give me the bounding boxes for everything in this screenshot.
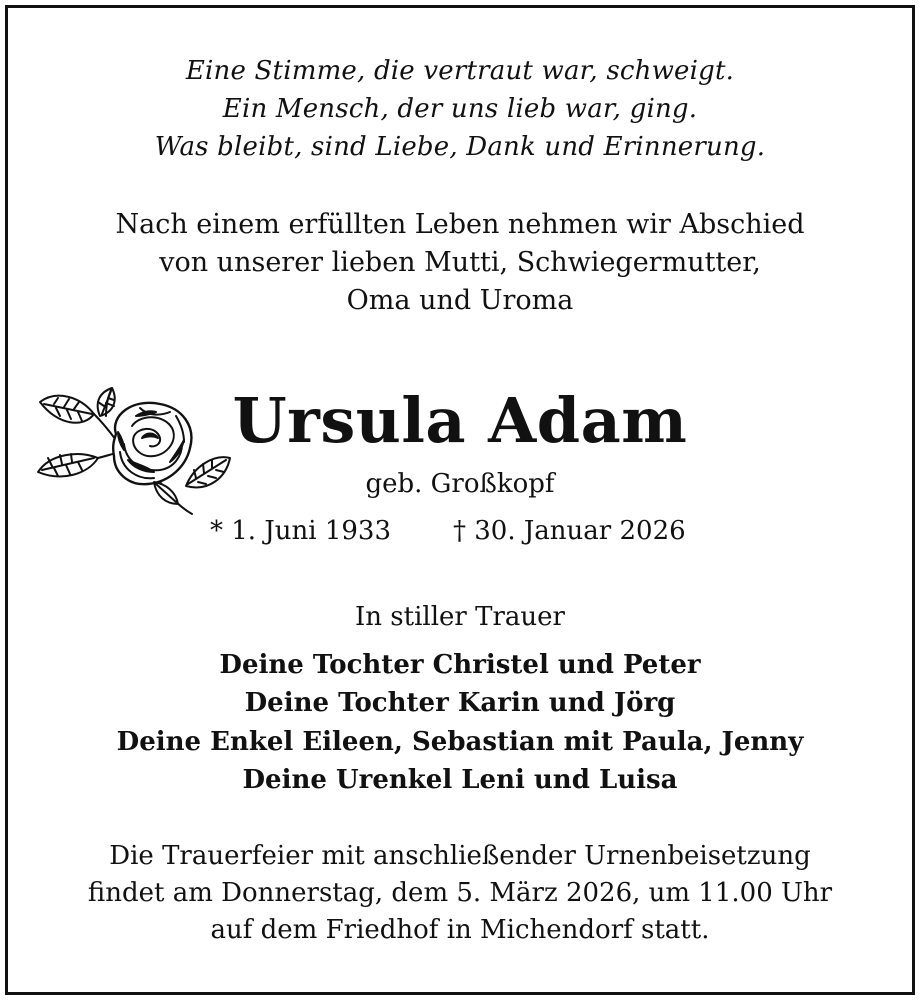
intro-line-1: Nach einem erfüllten Leben nehmen wir Abschied bbox=[115, 209, 805, 240]
family-line-4: Deine Urenkel Leni und Luisa bbox=[242, 765, 678, 795]
family-line-1: Deine Tochter Christel und Peter bbox=[219, 650, 701, 680]
mourning-label: In stiller Trauer bbox=[355, 602, 565, 632]
family-line-3: Deine Enkel Eileen, Sebastian mit Paula, Jenny bbox=[116, 727, 804, 757]
intro-line-2: von unserer lieben Mutti, Schwiegermutter, bbox=[159, 247, 761, 278]
death-date: † 30. Januar 2026 bbox=[453, 516, 686, 546]
deceased-name: Ursula Adam bbox=[232, 384, 688, 457]
poem-line-3: Was bleibt, sind Liebe, Dank und Erinnerung. bbox=[154, 132, 766, 162]
funeral-line-1: Die Trauerfeier mit anschließender Urnenbeisetzung bbox=[109, 841, 811, 871]
funeral-line-3: auf dem Friedhof in Michendorf statt. bbox=[210, 915, 710, 945]
birth-date: * 1. Juni 1933 bbox=[210, 516, 391, 546]
poem-line-1: Eine Stimme, die vertraut war, schweigt. bbox=[185, 56, 735, 86]
poem-line-2: Ein Mensch, der uns lieb war, ging. bbox=[222, 94, 698, 124]
funeral-line-2: findet am Donnerstag, dem 5. März 2026, um 11.00 Uhr bbox=[87, 878, 833, 908]
maiden-name: geb. Großkopf bbox=[365, 469, 555, 499]
family-line-2: Deine Tochter Karin und Jörg bbox=[244, 688, 676, 718]
intro-line-3: Oma und Uroma bbox=[346, 285, 574, 316]
